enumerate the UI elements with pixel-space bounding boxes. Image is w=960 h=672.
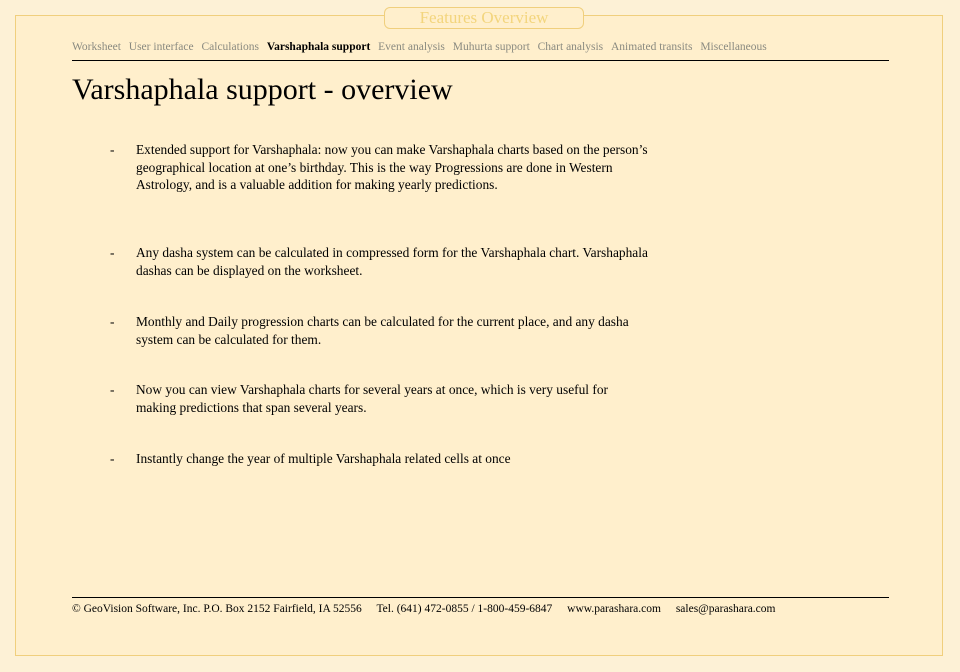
feature-bullet [110,450,650,468]
feature-nav [72,41,889,55]
page-title: Varshaphala support - overview [72,73,453,106]
nav-item-chart-analysis[interactable]: Chart analysis [537,41,604,53]
section-tab: Features Overview [384,7,584,29]
nav-item-miscellaneous[interactable]: Miscellaneous [700,41,767,53]
nav-item-calculations[interactable]: Calculations [201,41,259,53]
nav-item-animated-transits[interactable]: Animated transits [611,41,693,53]
footer-divider [72,597,889,598]
bullet-dash: - [110,382,115,397]
feature-bullet [110,244,650,279]
bullet-text: Instantly change the year of multiple Varshaphala related cells at once [136,451,511,466]
bullet-dash: - [110,314,115,329]
feature-bullet [110,381,650,416]
footer [72,603,889,615]
feature-bullet [110,141,650,194]
feature-bullet [110,313,650,348]
nav-item-user-interface[interactable]: User interface [128,41,194,53]
nav-item-varshaphala-support[interactable]: Varshaphala support [266,41,371,53]
footer-copyright: © GeoVision Software, Inc. P.O. Box 2152 Fairfield, IA 52556 [72,603,362,615]
nav-divider [72,60,889,61]
footer-email-link[interactable]: sales@parashara.com [675,603,776,615]
nav-item-worksheet[interactable]: Worksheet [72,41,121,53]
footer-phone: Tel. (641) 472-0855 / 1-800-459-6847 [376,603,553,615]
bullet-dash: - [110,142,115,157]
bullet-text: Now you can view Varshaphala charts for several years at once, which is very useful for making predictions that span several years. [136,382,608,415]
footer-website-link[interactable]: www.parashara.com [567,603,661,615]
bullet-dash: - [110,245,115,260]
bullet-text: Extended support for Varshaphala: now you can make Varshaphala charts based on the person’s geographical location at one’s birthday. This is the way Progressions are done in Western Astrology, and is a valuable addition for making yearly predictions. [136,142,648,192]
nav-item-muhurta-support[interactable]: Muhurta support [452,41,530,53]
bullet-text: Monthly and Daily progression charts can be calculated for the current place, and any dasha system can be calculated for them. [136,314,629,347]
nav-item-event-analysis[interactable]: Event analysis [378,41,445,53]
bullet-dash: - [110,451,115,466]
bullet-text: Any dasha system can be calculated in compressed form for the Varshaphala chart. Varshaphala dashas can be displayed on the worksheet. [136,245,648,278]
